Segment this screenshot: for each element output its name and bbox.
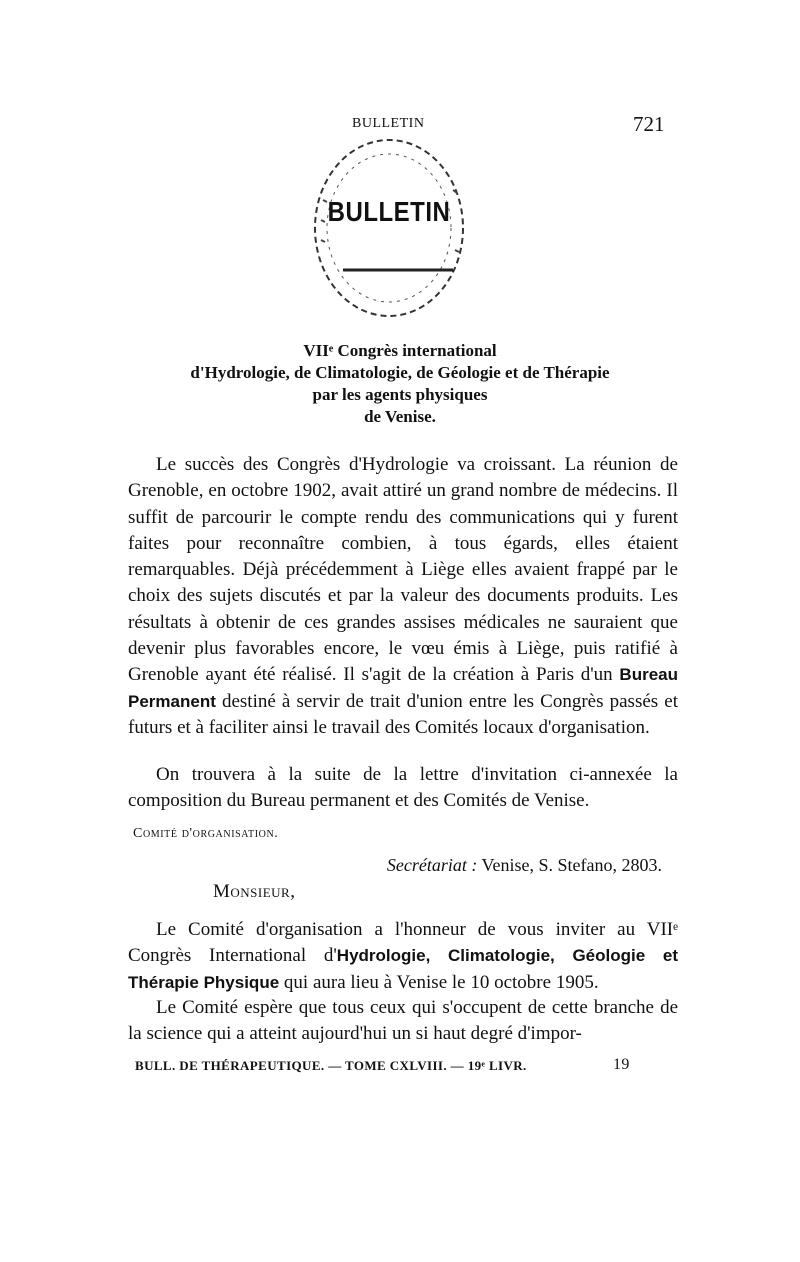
salutation: Monsieur, xyxy=(213,881,296,902)
committee-heading: Comité d'organisation. xyxy=(133,826,279,841)
title-line-1: VIIᵉ Congrès international xyxy=(303,341,497,360)
footer-signature-line: BULL. DE THÉRAPEUTIQUE. — TOME CXLVIII. — 19ᵉ LIVR. xyxy=(135,1058,527,1073)
bureau-permanent-bold: Bureau Permanent xyxy=(128,665,678,711)
secretariat-address: Venise, S. Stefano, 2803. xyxy=(477,855,662,875)
footer-signature-number: 19 xyxy=(613,1056,630,1073)
letter-p2-text: Le Comité espère que tous ceux qui s'occupent de cette branche de la science qui a atteint aujourd'hui un si haut degré d'impor- xyxy=(128,997,678,1045)
intro-p1-text-end: destiné à servir de trait d'union entre les Congrès passés et futurs et à faciliter ainsi le travail des Comités locaux d'organisation. xyxy=(128,690,678,738)
intro-p2-text: On trouvera à la suite de la lettre d'invitation ci-annexée la composition du Bureau permanent et des Comités de Venise. xyxy=(128,764,678,812)
signature-footer xyxy=(135,1058,665,1074)
letter-p1-text-end: qui aura lieu à Venise le 10 octobre 1905. xyxy=(279,971,599,993)
intro-paragraph-1 xyxy=(128,452,678,741)
library-stamp xyxy=(303,130,475,326)
letter-p1-text: Le Comité d'organisation a l'honneur de vous inviter au VIIᵉ Congrès International d' xyxy=(128,919,678,967)
letter-paragraph-1 xyxy=(128,917,678,996)
congress-subjects-bold: Hydrologie, Climatologie, Géologie et Thérapie Physique xyxy=(128,946,678,992)
title-line-3: par les agents physiques xyxy=(312,385,488,404)
title-line-4: de Venise. xyxy=(364,407,436,426)
title-line-2: d'Hydrologie, de Climatologie, de Géologie et de Thérapie xyxy=(190,363,610,382)
stamp-text: BULLETIN xyxy=(327,196,451,228)
article-title xyxy=(100,340,700,428)
letter-paragraph-2 xyxy=(128,995,678,1048)
secretariat-line xyxy=(0,855,662,876)
secretariat-label: Secrétariat : xyxy=(386,855,478,875)
running-title: BULLETIN xyxy=(352,116,425,131)
intro-paragraph-2 xyxy=(128,762,678,815)
intro-p1-text: Le succès des Congrès d'Hydrologie va croissant. La réunion de Grenoble, en octobre 1902, avait attiré un grand nombre de médecins. Il suffit de parcourir le compte rendu des communications qui y furent faites pour reconnaître combien, à tous égards, elles étaient remarquables. Déjà précédemment à Liège elles avaient frappé par le choix des sujets discutés et par la valeur des documents produits. Les résultats à obtenir de ces grandes assises médicales ne sauraient que devenir plus favorables encore, le vœu émis à Liège, puis ratifié à Grenoble ayant été réalisé. Il s'agit de la création à Paris d'un xyxy=(128,454,678,686)
page-number: 721 xyxy=(633,112,665,136)
